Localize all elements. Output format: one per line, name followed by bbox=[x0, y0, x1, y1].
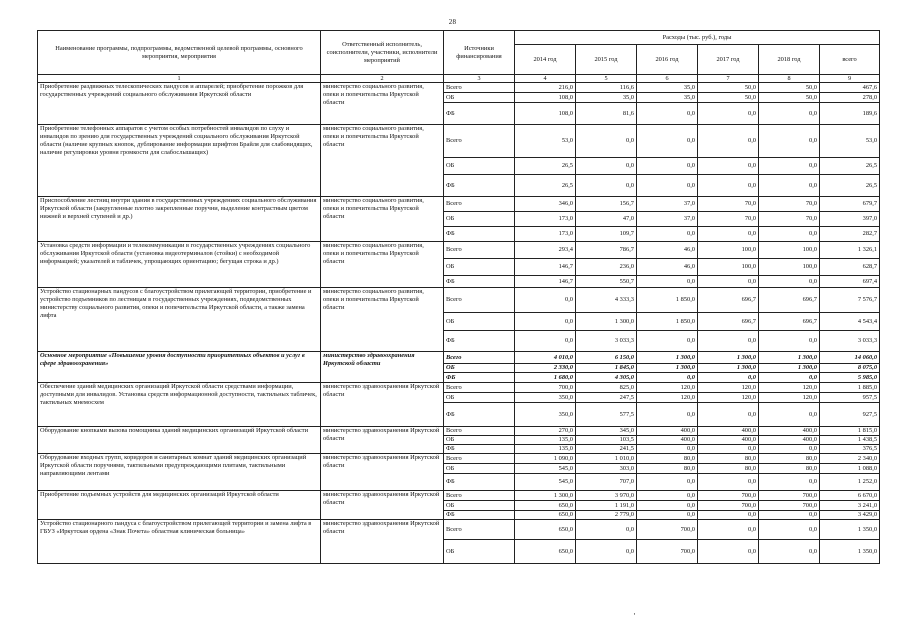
executor: министерство социального развития, опеки и попечительства Иркутской области bbox=[321, 83, 444, 125]
funding-source: ОБ bbox=[444, 158, 515, 175]
year-value: 50,0 bbox=[759, 83, 820, 93]
column-number: 4 bbox=[515, 75, 576, 83]
year-value: 0,0 bbox=[698, 445, 759, 454]
total-value: 1 350,0 bbox=[820, 520, 880, 540]
year-value: 1 300,0 bbox=[637, 352, 698, 364]
total-value: 1 885,0 bbox=[820, 383, 880, 393]
year-value: 46,0 bbox=[637, 259, 698, 276]
year-value: 550,7 bbox=[576, 276, 637, 288]
year-value: 0,0 bbox=[698, 474, 759, 491]
header-name: Наименование программы, подпрограммы, ведомственной целевой программы, основного мероприятия, мероприятия bbox=[38, 31, 321, 75]
year-value: 100,0 bbox=[698, 259, 759, 276]
header-source: Источники финансирования bbox=[444, 31, 515, 75]
header-year: 2016 год bbox=[637, 45, 698, 75]
year-value: 1 010,0 bbox=[576, 454, 637, 464]
table-row bbox=[38, 491, 880, 501]
year-value: 0,0 bbox=[698, 511, 759, 520]
total-value: 679,7 bbox=[820, 197, 880, 212]
year-value: 700,0 bbox=[637, 540, 698, 564]
funding-source: ФБ bbox=[444, 103, 515, 125]
total-value: 7 576,7 bbox=[820, 288, 880, 313]
year-value: 1 300,0 bbox=[759, 364, 820, 373]
year-value: 700,0 bbox=[759, 491, 820, 501]
funding-source: Всего bbox=[444, 454, 515, 464]
year-value: 0,0 bbox=[759, 331, 820, 352]
year-value: 400,0 bbox=[637, 427, 698, 436]
funding-source: Всего bbox=[444, 352, 515, 364]
year-value: 146,7 bbox=[515, 259, 576, 276]
year-value: 0,0 bbox=[515, 313, 576, 331]
year-value: 1 191,0 bbox=[576, 501, 637, 511]
funding-source: Всего bbox=[444, 383, 515, 393]
year-value: 116,6 bbox=[576, 83, 637, 93]
funding-source: Всего bbox=[444, 520, 515, 540]
total-value: 53,0 bbox=[820, 125, 880, 158]
header-year: 2014 год bbox=[515, 45, 576, 75]
year-value: 0,0 bbox=[759, 511, 820, 520]
measure-name: Оборудование входных групп, коридоров и санитарных комнат зданий медицинских организаций Иркутской области поручнями, тактильными предупреждающими плитами, тактильными направляющими лентами bbox=[38, 454, 321, 491]
year-value: 50,0 bbox=[759, 93, 820, 103]
table-row bbox=[38, 83, 880, 93]
funding-source: Всего bbox=[444, 125, 515, 158]
stray-mark: · bbox=[633, 609, 636, 619]
year-value: 0,0 bbox=[698, 373, 759, 383]
total-value: 278,0 bbox=[820, 93, 880, 103]
year-value: 37,0 bbox=[637, 197, 698, 212]
measure-name: Устройство стационарных пандусов с благоустройством прилегающей территории, приобретение и устройство подъемников по лестницам в государственных учреждениях, подведомственных министерству социального развития, опеки и попечительства Иркутской области, а также замена лифта bbox=[38, 288, 321, 352]
total-value: 3 429,0 bbox=[820, 511, 880, 520]
year-value: 35,0 bbox=[637, 83, 698, 93]
table-row bbox=[38, 352, 880, 364]
funding-source: Всего bbox=[444, 83, 515, 93]
total-value: 927,5 bbox=[820, 403, 880, 427]
year-value: 81,6 bbox=[576, 103, 637, 125]
year-value: 100,0 bbox=[759, 259, 820, 276]
year-value: 70,0 bbox=[698, 212, 759, 227]
funding-source: ФБ bbox=[444, 276, 515, 288]
year-value: 0,0 bbox=[576, 125, 637, 158]
funding-source: ОБ bbox=[444, 393, 515, 403]
total-value: 26,5 bbox=[820, 175, 880, 197]
year-value: 80,0 bbox=[698, 454, 759, 464]
year-value: 35,0 bbox=[576, 93, 637, 103]
year-value: 0,0 bbox=[698, 227, 759, 242]
year-value: 0,0 bbox=[759, 276, 820, 288]
year-value: 4 333,3 bbox=[576, 288, 637, 313]
year-value: 0,0 bbox=[576, 540, 637, 564]
funding-source: ФБ bbox=[444, 331, 515, 352]
year-value: 0,0 bbox=[759, 158, 820, 175]
year-value: 156,7 bbox=[576, 197, 637, 212]
total-value: 1 815,0 bbox=[820, 427, 880, 436]
table-row bbox=[38, 427, 880, 436]
year-value: 650,0 bbox=[515, 520, 576, 540]
year-value: 270,0 bbox=[515, 427, 576, 436]
measure-name: Приспособление лестниц внутри здания в государственных учреждениях социального обслуживания Иркутской области (закругленные плотно закрепленные поручни, выделение контрастным цветом нижней и верхней ступеней и др.) bbox=[38, 197, 321, 242]
header-expenses: Расходы (тыс. руб.), годы bbox=[515, 31, 880, 45]
year-value: 135,0 bbox=[515, 436, 576, 445]
year-value: 696,7 bbox=[759, 313, 820, 331]
year-value: 1 300,0 bbox=[698, 352, 759, 364]
year-value: 293,4 bbox=[515, 242, 576, 259]
year-value: 70,0 bbox=[698, 197, 759, 212]
year-value: 1 680,0 bbox=[515, 373, 576, 383]
year-value: 103,5 bbox=[576, 436, 637, 445]
funding-source: ФБ bbox=[444, 474, 515, 491]
measure-name: Приобретение телефонных аппаратов с учетом особых потребностей инвалидов по слуху и инвалидов по зрению для государственных учреждений социального обслуживания Иркутской области (наличие крупных кнопок, дублирование информации шрифтом Брайля для слабовидящих, наличие регулировки уровня громкости для слабослышащих) bbox=[38, 125, 321, 197]
column-number: 9 bbox=[820, 75, 880, 83]
year-value: 0,0 bbox=[637, 227, 698, 242]
funding-source: ФБ bbox=[444, 373, 515, 383]
year-value: 3 970,0 bbox=[576, 491, 637, 501]
funding-source: Всего bbox=[444, 288, 515, 313]
funding-source: ОБ bbox=[444, 436, 515, 445]
year-value: 545,0 bbox=[515, 474, 576, 491]
table-row bbox=[38, 288, 880, 313]
year-value: 350,0 bbox=[515, 403, 576, 427]
year-value: 108,0 bbox=[515, 93, 576, 103]
year-value: 0,0 bbox=[759, 103, 820, 125]
header-executor: Ответственный исполнитель, соисполнители, участники, исполнители мероприятий bbox=[321, 31, 444, 75]
year-value: 1 300,0 bbox=[698, 364, 759, 373]
year-value: 0,0 bbox=[637, 276, 698, 288]
funding-source: Всего bbox=[444, 242, 515, 259]
funding-source: ФБ bbox=[444, 227, 515, 242]
year-value: 146,7 bbox=[515, 276, 576, 288]
year-value: 707,0 bbox=[576, 474, 637, 491]
table-body bbox=[38, 83, 880, 564]
executor: министерство социального развития, опеки и попечительства Иркутской области bbox=[321, 288, 444, 352]
column-number: 8 bbox=[759, 75, 820, 83]
year-value: 120,0 bbox=[759, 383, 820, 393]
year-value: 696,7 bbox=[698, 313, 759, 331]
year-value: 346,0 bbox=[515, 197, 576, 212]
year-value: 0,0 bbox=[515, 331, 576, 352]
year-value: 46,0 bbox=[637, 242, 698, 259]
year-value: 0,0 bbox=[576, 158, 637, 175]
year-value: 700,0 bbox=[515, 383, 576, 393]
year-value: 700,0 bbox=[698, 491, 759, 501]
year-value: 0,0 bbox=[698, 103, 759, 125]
year-value: 0,0 bbox=[637, 501, 698, 511]
year-value: 173,0 bbox=[515, 227, 576, 242]
year-value: 100,0 bbox=[698, 242, 759, 259]
year-value: 120,0 bbox=[698, 383, 759, 393]
year-value: 236,0 bbox=[576, 259, 637, 276]
year-value: 0,0 bbox=[637, 103, 698, 125]
year-value: 400,0 bbox=[698, 427, 759, 436]
year-value: 1 300,0 bbox=[759, 352, 820, 364]
funding-source: ФБ bbox=[444, 445, 515, 454]
year-value: 0,0 bbox=[637, 511, 698, 520]
total-value: 26,5 bbox=[820, 158, 880, 175]
total-value: 3 241,0 bbox=[820, 501, 880, 511]
year-value: 350,0 bbox=[515, 393, 576, 403]
column-number: 1 bbox=[38, 75, 321, 83]
funding-source: ОБ bbox=[444, 93, 515, 103]
year-value: 0,0 bbox=[759, 474, 820, 491]
year-value: 1 850,0 bbox=[637, 288, 698, 313]
table-row bbox=[38, 197, 880, 212]
year-value: 0,0 bbox=[637, 403, 698, 427]
year-value: 247,5 bbox=[576, 393, 637, 403]
total-value: 697,4 bbox=[820, 276, 880, 288]
year-value: 50,0 bbox=[698, 93, 759, 103]
executor: министерство здравоохранения Иркутской области bbox=[321, 427, 444, 454]
year-value: 0,0 bbox=[698, 175, 759, 197]
total-value: 957,5 bbox=[820, 393, 880, 403]
funding-source: ОБ bbox=[444, 364, 515, 373]
year-value: 4 305,0 bbox=[576, 373, 637, 383]
year-value: 0,0 bbox=[515, 288, 576, 313]
funding-source: ОБ bbox=[444, 212, 515, 227]
year-value: 0,0 bbox=[698, 331, 759, 352]
year-value: 696,7 bbox=[759, 288, 820, 313]
funding-source: ОБ bbox=[444, 313, 515, 331]
year-value: 70,0 bbox=[759, 197, 820, 212]
year-value: 120,0 bbox=[637, 383, 698, 393]
year-value: 241,5 bbox=[576, 445, 637, 454]
measure-name: Основное мероприятие «Повышение уровня доступности приоритетных объектов и услуг в сфере здравоохранения» bbox=[38, 352, 321, 383]
year-value: 109,7 bbox=[576, 227, 637, 242]
year-value: 100,0 bbox=[759, 242, 820, 259]
year-value: 345,0 bbox=[576, 427, 637, 436]
year-value: 35,0 bbox=[637, 93, 698, 103]
year-value: 303,0 bbox=[576, 464, 637, 474]
year-value: 0,0 bbox=[759, 540, 820, 564]
funding-source: ОБ bbox=[444, 501, 515, 511]
total-value: 376,5 bbox=[820, 445, 880, 454]
year-value: 120,0 bbox=[637, 393, 698, 403]
measure-name: Приобретение подъемных устройств для медицинских организаций Иркутской области bbox=[38, 491, 321, 520]
executor: министерство здравоохранения Иркутской области bbox=[321, 352, 444, 383]
column-number: 5 bbox=[576, 75, 637, 83]
funding-source: ОБ bbox=[444, 540, 515, 564]
total-value: 5 985,0 bbox=[820, 373, 880, 383]
year-value: 4 010,0 bbox=[515, 352, 576, 364]
year-value: 0,0 bbox=[637, 491, 698, 501]
year-value: 700,0 bbox=[759, 501, 820, 511]
year-value: 700,0 bbox=[698, 501, 759, 511]
year-value: 80,0 bbox=[698, 464, 759, 474]
measure-name: Установка средств информации и телекоммуникации в государственных учреждениях социального обслуживания Иркутской области (установка видеотерминалов (стойки) с необходимой информацией; указателей и табличек, упрощающих ориентацию; бегущая строка и др.) bbox=[38, 242, 321, 288]
executor: министерство социального развития, опеки и попечительства Иркутской области bbox=[321, 197, 444, 242]
year-value: 400,0 bbox=[698, 436, 759, 445]
year-value: 545,0 bbox=[515, 464, 576, 474]
funding-source: Всего bbox=[444, 427, 515, 436]
executor: министерство социального развития, опеки и попечительства Иркутской области bbox=[321, 242, 444, 288]
year-value: 108,0 bbox=[515, 103, 576, 125]
funding-source: ФБ bbox=[444, 175, 515, 197]
total-value: 4 543,4 bbox=[820, 313, 880, 331]
page-number: 28 bbox=[448, 18, 457, 26]
year-value: 0,0 bbox=[576, 520, 637, 540]
year-value: 0,0 bbox=[637, 158, 698, 175]
year-value: 700,0 bbox=[637, 520, 698, 540]
year-value: 0,0 bbox=[759, 445, 820, 454]
year-value: 173,0 bbox=[515, 212, 576, 227]
total-value: 8 075,0 bbox=[820, 364, 880, 373]
year-value: 0,0 bbox=[759, 125, 820, 158]
measure-name: Оборудование кнопками вызова помощника зданий медицинских организаций Иркутской области bbox=[38, 427, 321, 454]
year-value: 825,0 bbox=[576, 383, 637, 393]
year-value: 80,0 bbox=[759, 454, 820, 464]
year-value: 0,0 bbox=[637, 175, 698, 197]
total-value: 1 326,1 bbox=[820, 242, 880, 259]
year-value: 2 779,0 bbox=[576, 511, 637, 520]
measure-name: Приобретение раздвижных телескопических пандусов и аппарелей; приобретение порожков для государственных учреждений социального обслуживания Иркутской области bbox=[38, 83, 321, 125]
total-value: 1 350,0 bbox=[820, 540, 880, 564]
table-row bbox=[38, 383, 880, 393]
year-value: 0,0 bbox=[759, 403, 820, 427]
funding-source: ФБ bbox=[444, 403, 515, 427]
year-value: 650,0 bbox=[515, 511, 576, 520]
year-value: 400,0 bbox=[759, 427, 820, 436]
column-number: 6 bbox=[637, 75, 698, 83]
year-value: 0,0 bbox=[759, 373, 820, 383]
year-value: 26,5 bbox=[515, 175, 576, 197]
year-value: 135,0 bbox=[515, 445, 576, 454]
executor: министерство здравоохранения Иркутской области bbox=[321, 491, 444, 520]
year-value: 0,0 bbox=[698, 540, 759, 564]
year-value: 650,0 bbox=[515, 501, 576, 511]
total-value: 6 670,0 bbox=[820, 491, 880, 501]
column-number: 7 bbox=[698, 75, 759, 83]
year-value: 650,0 bbox=[515, 540, 576, 564]
year-value: 400,0 bbox=[637, 436, 698, 445]
year-value: 216,0 bbox=[515, 83, 576, 93]
year-value: 1 300,0 bbox=[637, 364, 698, 373]
measure-name: Устройство стационарного пандуса с благоустройством прилегающей территории и замена лифта в ГБУЗ «Иркутская ордена «Знак Почета» областная клиническая больница» bbox=[38, 520, 321, 564]
year-value: 0,0 bbox=[698, 125, 759, 158]
header-year: 2015 год bbox=[576, 45, 637, 75]
total-value: 282,7 bbox=[820, 227, 880, 242]
year-value: 120,0 bbox=[759, 393, 820, 403]
year-value: 577,5 bbox=[576, 403, 637, 427]
funding-source: Всего bbox=[444, 197, 515, 212]
year-value: 0,0 bbox=[698, 276, 759, 288]
year-value: 0,0 bbox=[698, 158, 759, 175]
total-value: 3 033,3 bbox=[820, 331, 880, 352]
year-value: 0,0 bbox=[759, 520, 820, 540]
year-value: 0,0 bbox=[576, 175, 637, 197]
total-value: 1 252,0 bbox=[820, 474, 880, 491]
header-year: 2017 год bbox=[698, 45, 759, 75]
total-value: 1 088,0 bbox=[820, 464, 880, 474]
year-value: 80,0 bbox=[637, 454, 698, 464]
year-value: 1 300,0 bbox=[515, 491, 576, 501]
year-value: 0,0 bbox=[759, 227, 820, 242]
year-value: 37,0 bbox=[637, 212, 698, 227]
year-value: 3 033,3 bbox=[576, 331, 637, 352]
year-value: 53,0 bbox=[515, 125, 576, 158]
executor: министерство здравоохранения Иркутской области bbox=[321, 520, 444, 564]
total-value: 14 060,0 bbox=[820, 352, 880, 364]
year-value: 26,5 bbox=[515, 158, 576, 175]
header-year: 2018 год bbox=[759, 45, 820, 75]
funding-source: ОБ bbox=[444, 259, 515, 276]
year-value: 400,0 bbox=[759, 436, 820, 445]
column-number: 3 bbox=[444, 75, 515, 83]
year-value: 80,0 bbox=[637, 464, 698, 474]
year-value: 0,0 bbox=[698, 403, 759, 427]
year-value: 1 845,0 bbox=[576, 364, 637, 373]
total-value: 189,6 bbox=[820, 103, 880, 125]
table-row bbox=[38, 454, 880, 464]
year-value: 80,0 bbox=[759, 464, 820, 474]
funding-source: ОБ bbox=[444, 464, 515, 474]
year-value: 50,0 bbox=[698, 83, 759, 93]
year-value: 696,7 bbox=[698, 288, 759, 313]
year-value: 1 850,0 bbox=[637, 313, 698, 331]
total-value: 1 438,5 bbox=[820, 436, 880, 445]
table-row bbox=[38, 520, 880, 540]
funding-source: Всего bbox=[444, 491, 515, 501]
year-value: 6 150,0 bbox=[576, 352, 637, 364]
column-number: 2 bbox=[321, 75, 444, 83]
total-value: 628,7 bbox=[820, 259, 880, 276]
header-total: всего bbox=[820, 45, 880, 75]
measure-name: Обеспечение зданий медицинских организаций Иркутской области средствами информации, доступными для инвалидов. Установка средств информационной доступности, тактильных табличек, тактильных мнемосхем bbox=[38, 383, 321, 427]
executor: министерство здравоохранения Иркутской области bbox=[321, 454, 444, 491]
year-value: 0,0 bbox=[759, 175, 820, 197]
year-value: 786,7 bbox=[576, 242, 637, 259]
table-row bbox=[38, 125, 880, 158]
year-value: 0,0 bbox=[637, 445, 698, 454]
executor: министерство социального развития, опеки и попечительства Иркутской области bbox=[321, 125, 444, 197]
year-value: 0,0 bbox=[637, 474, 698, 491]
year-value: 70,0 bbox=[759, 212, 820, 227]
year-value: 0,0 bbox=[637, 373, 698, 383]
year-value: 47,0 bbox=[576, 212, 637, 227]
year-value: 1 090,0 bbox=[515, 454, 576, 464]
year-value: 1 300,0 bbox=[576, 313, 637, 331]
funding-source: ФБ bbox=[444, 511, 515, 520]
budget-table bbox=[37, 30, 880, 564]
year-value: 120,0 bbox=[698, 393, 759, 403]
year-value: 2 330,0 bbox=[515, 364, 576, 373]
year-value: 0,0 bbox=[637, 331, 698, 352]
total-value: 467,6 bbox=[820, 83, 880, 93]
total-value: 2 340,0 bbox=[820, 454, 880, 464]
year-value: 0,0 bbox=[698, 520, 759, 540]
year-value: 0,0 bbox=[637, 125, 698, 158]
executor: министерство здравоохранения Иркутской области bbox=[321, 383, 444, 427]
total-value: 397,0 bbox=[820, 212, 880, 227]
table-row bbox=[38, 242, 880, 259]
